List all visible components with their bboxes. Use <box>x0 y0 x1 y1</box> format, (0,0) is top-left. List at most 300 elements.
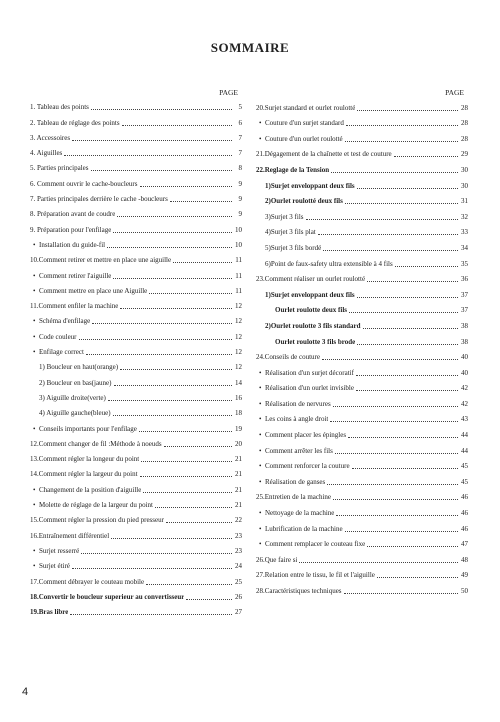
toc-entry-label <box>256 291 355 300</box>
toc-entry-label <box>266 338 355 347</box>
toc-entry-label <box>256 135 343 144</box>
dot-leader <box>114 385 233 386</box>
dot-leader <box>395 266 458 267</box>
toc-entry <box>256 347 468 363</box>
toc-right-list <box>256 97 468 596</box>
toc-entry-label <box>30 501 153 510</box>
toc-entry-label <box>256 431 346 440</box>
dot-leader <box>166 522 232 523</box>
toc-entry-label <box>30 210 115 219</box>
toc-entry-label <box>256 322 361 331</box>
toc-entry <box>256 502 468 518</box>
bullet-icon: • <box>259 540 262 549</box>
toc-entry-page: 42 <box>461 384 468 393</box>
dot-leader <box>336 515 458 516</box>
toc-entry-page: 38 <box>461 337 468 346</box>
bullet-icon: • <box>33 546 36 555</box>
toc-entry-text: Conseils importants pour l'enfilage <box>39 424 137 433</box>
dot-leader <box>331 172 458 173</box>
toc-entry-text: 2)Ourlet roulotté deux fils <box>265 197 343 206</box>
toc-entry-label <box>256 119 344 128</box>
dot-leader <box>363 328 458 329</box>
toc-entry-page: 46 <box>461 524 468 533</box>
dot-leader <box>140 476 232 477</box>
dot-leader <box>107 247 232 248</box>
toc-entry-label <box>30 608 68 617</box>
toc-entry-page: 20 <box>235 439 242 448</box>
toc-entry-text: Ourlet roulotte deux fils <box>275 306 348 315</box>
toc-entry-label <box>30 134 70 143</box>
toc-entry-page: 6 <box>238 118 242 127</box>
dot-leader <box>318 234 458 235</box>
dot-leader <box>306 219 459 220</box>
toc-entry-label <box>256 571 375 580</box>
dot-leader <box>348 437 458 438</box>
toc-entry-label <box>256 587 342 596</box>
toc-entry-text: Comment placer les épingles <box>265 431 347 440</box>
toc-entry-text: 8. Préparation avant de coudre <box>30 210 116 219</box>
dot-leader <box>356 390 458 391</box>
toc-entry-label <box>30 272 111 281</box>
toc-entry-text: 26.Que faire si <box>256 555 298 564</box>
toc-entry-page: 40 <box>461 353 468 362</box>
toc-entry-text: 23.Comment réaliser un ourlet roulotté <box>256 275 366 284</box>
toc-entry-text: Comment arrêter les fils <box>265 446 333 455</box>
toc-entry <box>30 587 242 602</box>
bullet-icon: • <box>259 431 262 440</box>
toc-entry-label <box>30 532 109 541</box>
dot-leader <box>323 250 458 251</box>
toc-entry-page: 9 <box>238 195 242 204</box>
toc-entry-text: 22.Reglage de la Tension <box>256 165 330 174</box>
toc-entry-page: 23 <box>235 531 242 540</box>
toc-entry-label <box>30 241 105 250</box>
toc-entry-label <box>30 164 89 173</box>
toc-entry-label <box>256 540 365 549</box>
dot-leader <box>140 186 233 187</box>
toc-entry-page: 44 <box>461 431 468 440</box>
toc-entry-page: 32 <box>461 212 468 221</box>
bullet-icon: • <box>259 368 262 377</box>
toc-entry <box>30 418 242 433</box>
bullet-icon: • <box>33 332 36 341</box>
toc-entry-text: 24.Conseils de couture <box>256 353 320 362</box>
toc-entry-label <box>30 302 118 311</box>
dot-leader <box>345 531 458 532</box>
toc-entry <box>30 571 242 586</box>
dot-leader <box>173 262 232 263</box>
toc-entry <box>256 534 468 550</box>
toc-entry <box>30 128 242 143</box>
toc-entry-page: 12 <box>235 363 242 372</box>
toc-entry-label <box>256 384 354 393</box>
toc-entry-text: 3)Surjet 3 fils <box>265 212 304 221</box>
toc-entry-page: 38 <box>461 321 468 330</box>
toc-entry-page: 48 <box>461 555 468 564</box>
bullet-icon: • <box>259 119 262 128</box>
toc-entry-label <box>256 478 325 487</box>
toc-entry-page: 12 <box>235 332 242 341</box>
toc-entry-label <box>30 379 112 388</box>
toc-entry-text: 21.Dégagement de la chaînette et test de couture <box>256 150 392 159</box>
toc-entry <box>256 237 468 253</box>
toc-entry-page: 50 <box>461 587 468 595</box>
toc-entry <box>30 372 242 387</box>
toc-entry-text: Réalisation de nervures <box>265 399 331 408</box>
toc-entry <box>30 479 242 494</box>
toc-entry <box>30 311 242 326</box>
bullet-icon: • <box>259 399 262 408</box>
toc-entry <box>256 284 468 300</box>
bullet-icon: • <box>33 562 36 571</box>
toc-entry-text: Comment mettre en place une Aiguille <box>39 286 148 295</box>
dot-leader <box>367 281 458 282</box>
toc-entry-text: 5)Surjet 3 fils bordé <box>265 243 322 252</box>
toc-entry-label <box>256 369 354 378</box>
toc-entry <box>256 456 468 472</box>
toc-entry-page: 12 <box>235 348 242 357</box>
toc-entry-page: 7 <box>238 149 242 158</box>
toc-entry <box>30 449 242 464</box>
dot-leader <box>330 421 458 422</box>
toc-entry-label <box>256 166 329 175</box>
toc-entry <box>256 128 468 144</box>
toc-entry-page: 49 <box>461 571 468 580</box>
toc-entry-label <box>256 197 343 206</box>
toc-entry-page: 40 <box>461 368 468 377</box>
bullet-icon: • <box>33 348 36 357</box>
toc-entry-text: Changement de la position d'aiguille <box>39 485 142 494</box>
dot-leader <box>357 344 458 345</box>
dot-leader <box>79 339 232 340</box>
dot-leader <box>327 484 458 485</box>
toc-entry <box>256 440 468 456</box>
toc-entry-label <box>256 182 355 191</box>
dot-leader <box>356 375 458 376</box>
toc-entry-label <box>256 213 304 222</box>
toc-entry <box>256 175 468 191</box>
toc-entry-text: 16.Entraînement différentiel <box>30 531 110 540</box>
dot-leader <box>299 562 458 563</box>
dot-leader <box>377 577 458 578</box>
dot-leader <box>122 125 232 126</box>
toc-entry <box>256 424 468 440</box>
toc-entry-text: Comment remplacer le couteau fixe <box>265 540 366 549</box>
toc-entry-page: 14 <box>235 378 242 387</box>
toc-entry-page: 28 <box>461 103 468 112</box>
bullet-icon: • <box>259 509 262 518</box>
toc-entry <box>30 525 242 540</box>
toc-entry-label <box>30 562 70 571</box>
toc-entry-page: 22 <box>235 516 242 525</box>
bullet-icon: • <box>259 462 262 471</box>
dot-leader <box>333 406 458 407</box>
page-title: SOMMAIRE <box>210 40 290 55</box>
dot-leader <box>72 140 232 141</box>
page-column-label: PAGE <box>219 88 238 97</box>
bullet-icon: • <box>33 501 36 510</box>
toc-entry-page: 46 <box>461 509 468 518</box>
toc-entry-page: 21 <box>235 501 242 510</box>
toc-entry <box>30 189 242 204</box>
toc-entry-page: 9 <box>238 179 242 188</box>
toc-entry <box>256 222 468 238</box>
toc-entry-page: 44 <box>461 446 468 455</box>
toc-entry <box>30 388 242 403</box>
dot-leader <box>170 201 232 202</box>
toc-entry-page: 25 <box>235 577 242 586</box>
toc-entry-page: 33 <box>461 228 468 237</box>
toc-entry-label <box>266 306 347 315</box>
dot-leader <box>344 593 458 594</box>
dot-leader <box>164 446 232 447</box>
toc-entry-page: 28 <box>461 134 468 143</box>
toc-entry-text: 3) Aiguille droite(verte) <box>39 393 106 402</box>
toc-entry-label <box>30 486 141 495</box>
toc-entry-label <box>256 447 333 456</box>
dot-leader <box>81 553 232 554</box>
toc-entry-text: Comment renforcer la couture <box>265 462 350 471</box>
toc-entry-page: 26 <box>235 592 242 601</box>
dot-leader <box>72 568 232 569</box>
toc-entry-text: 1)Surjet enveloppant deux fils <box>265 181 355 190</box>
dot-leader <box>143 492 232 493</box>
toc-entry-label <box>30 119 120 128</box>
toc-entry <box>30 464 242 479</box>
bullet-icon: • <box>33 286 36 295</box>
toc-entry-label <box>30 425 137 434</box>
toc-entry-page: 47 <box>461 540 468 549</box>
toc-entry-text: 2)Ourlet roulotte 3 fils standard <box>265 321 361 330</box>
toc-entry <box>256 580 468 596</box>
toc-left-list <box>30 97 242 617</box>
toc-entry-text: Comment retirer l'aiguille <box>39 271 112 280</box>
toc-entry-page: 21 <box>235 470 242 479</box>
toc-entry-page: 11 <box>235 256 242 265</box>
dot-leader <box>345 203 458 204</box>
toc-entry-label <box>30 363 118 372</box>
toc-entry-label <box>256 228 316 237</box>
toc-entry <box>30 112 242 127</box>
dot-leader <box>111 538 232 539</box>
toc-entry <box>30 556 242 571</box>
toc-entry-page: 21 <box>235 485 242 494</box>
bullet-icon: • <box>259 134 262 143</box>
dot-leader <box>92 323 232 324</box>
toc-entry-label <box>30 455 139 464</box>
dot-leader <box>113 232 232 233</box>
toc-entry-label <box>30 333 77 342</box>
toc-entry-text: Réalisation d'un ourlet invisible <box>265 384 354 393</box>
toc-entry-label <box>256 400 331 409</box>
toc-entry-label <box>256 462 350 471</box>
toc-entry-label <box>256 353 320 362</box>
toc-entry-text: 5. Parties principales <box>30 164 89 173</box>
toc-entry-text: Code couleur <box>39 332 77 341</box>
dot-leader <box>394 156 458 157</box>
toc-entry <box>256 565 468 581</box>
toc-entry <box>30 342 242 357</box>
toc-entry-label <box>30 317 90 326</box>
toc-entry-text: 12.Comment changer de fil :Méthode à noeuds <box>30 439 162 448</box>
toc-entry-text: 11.Comment enfiler la machine <box>30 302 119 311</box>
toc-entry-text: 1) Boucleur en haut(orange) <box>39 363 119 372</box>
dot-leader <box>333 499 458 500</box>
toc-entry <box>256 409 468 425</box>
toc-entry <box>256 362 468 378</box>
toc-entry-page: 37 <box>461 290 468 299</box>
toc-entry-label <box>256 104 355 113</box>
toc-entry-text: 25.Entretien de la machine <box>256 493 332 502</box>
toc-entry <box>30 281 242 296</box>
dot-leader <box>91 170 232 171</box>
toc-entry-label <box>256 556 297 565</box>
toc-entry-text: 4) Aiguille gauche(bleue) <box>39 409 111 418</box>
toc-entry-text: 2. Tableau de réglage des points <box>30 118 120 127</box>
toc-entry <box>256 487 468 503</box>
toc-entry-label <box>30 593 184 602</box>
toc-entry-text: 18.Convertir le boucleur superieur au convertisseur <box>30 592 185 601</box>
toc-entry <box>256 269 468 285</box>
dot-leader <box>345 141 458 142</box>
dot-leader <box>117 216 232 217</box>
toc-entry <box>30 173 242 188</box>
bullet-icon: • <box>33 424 36 433</box>
toc-entry-text: 20.Surjet standard et ourlet roulotté <box>256 103 356 112</box>
toc-entry-text: 10.Comment retirer et mettre en place une aiguille <box>30 256 172 265</box>
toc-entry-text: Schéma d'enfilage <box>39 317 91 326</box>
toc-entry <box>30 204 242 219</box>
toc-entry-label <box>256 493 331 502</box>
dot-leader <box>70 614 232 615</box>
toc-entry-page: 37 <box>461 306 468 315</box>
toc-left-column <box>30 88 242 617</box>
toc-entry-text: 27.Relation entre le tissu, le fil et l'aiguille <box>256 571 375 580</box>
toc-entry-label <box>256 525 343 534</box>
toc-entry-page: 8 <box>238 164 242 173</box>
toc-entry-label <box>30 470 138 479</box>
toc-entry <box>256 315 468 331</box>
dot-leader <box>357 110 458 111</box>
dot-leader <box>86 354 232 355</box>
toc-entry-text: 1)Surjet enveloppant deux fils <box>265 290 355 299</box>
toc-entry-text: 19.Bras libre <box>30 608 69 617</box>
toc-entry-page: 10 <box>235 225 242 234</box>
toc-entry-page: 18 <box>235 409 242 418</box>
toc-entry-page: 12 <box>235 302 242 311</box>
toc-entry-text: 13.Comment régler la longeur du point <box>30 455 140 464</box>
toc-entry-text: 7. Parties principales derrière le cache -boucleurs <box>30 195 168 204</box>
dot-leader <box>149 293 232 294</box>
toc-entry-label <box>30 547 79 556</box>
toc-entry-text: Enfilage correct <box>39 348 84 357</box>
toc-entry <box>30 250 242 265</box>
toc-entry-page: 27 <box>235 608 242 617</box>
toc-entry <box>256 331 468 347</box>
toc-entry-page: 30 <box>461 165 468 174</box>
toc-entry <box>256 206 468 222</box>
toc-entry-text: 2) Boucleur en bas(jaune) <box>39 378 112 387</box>
toc-entry <box>30 143 242 158</box>
toc-entry-label <box>30 348 84 357</box>
toc-entry-text: 3. Accessoires <box>30 133 71 142</box>
toc-entry <box>256 518 468 534</box>
toc-entry <box>30 219 242 234</box>
toc-entry-page: 30 <box>461 181 468 190</box>
toc-entry-page: 45 <box>461 462 468 471</box>
toc-entry-text: Les coins à angle droit <box>265 415 329 424</box>
dot-leader <box>322 359 458 360</box>
toc-entry-page: 28 <box>461 119 468 128</box>
dot-leader <box>120 369 232 370</box>
toc-entry <box>30 495 242 510</box>
toc-entry-label <box>256 509 334 518</box>
toc-entry-label <box>30 409 111 418</box>
toc-entry-page: 43 <box>461 415 468 424</box>
dot-leader <box>346 125 458 126</box>
toc-entry-text: Réalisation de ganses <box>265 477 326 486</box>
toc-entry-text: Lubrification de la machine <box>265 524 343 533</box>
toc-entry-page: 23 <box>235 546 242 555</box>
toc-entry-text: Couture d'un surjet standard <box>265 119 344 128</box>
toc-entry-text: Molette de réglage de la largeur du point <box>39 501 153 510</box>
toc-entry-text: 6)Point de faux-safety ultra extensible à 4 fils <box>265 259 393 268</box>
dot-leader <box>64 155 232 156</box>
toc-entry-text: Nettoyage de la machine <box>265 509 335 518</box>
toc-entry-page: 16 <box>235 393 242 402</box>
toc-entry <box>30 265 242 280</box>
toc-entry <box>256 253 468 269</box>
toc-entry-label <box>256 150 392 159</box>
toc-entry <box>256 300 468 316</box>
toc-entry-page: 7 <box>238 133 242 142</box>
toc-entry <box>30 158 242 173</box>
toc-entry-label <box>30 103 89 112</box>
toc-entry <box>30 434 242 449</box>
bullet-icon: • <box>259 384 262 393</box>
toc-entry <box>30 510 242 525</box>
bullet-icon: • <box>259 446 262 455</box>
toc-entry-text: 14.Comment régler la largeur du point <box>30 470 138 479</box>
bullet-icon: • <box>259 477 262 486</box>
toc-entry <box>30 403 242 418</box>
toc-entry-label <box>30 256 171 265</box>
dot-leader <box>139 431 232 432</box>
toc-entry-page: 12 <box>235 317 242 326</box>
toc-entry-label <box>30 394 106 403</box>
toc-entry-page: 34 <box>461 243 468 252</box>
toc-entry <box>30 602 242 617</box>
toc-entry-text: 15.Comment régler la pression du pied presseur <box>30 516 164 525</box>
toc-entry-text: Couture d'un ourlet roulotté <box>265 134 343 143</box>
toc-entry-page: 19 <box>235 424 242 433</box>
toc-entry-page: 10 <box>235 240 242 249</box>
toc-entry-label <box>30 149 62 158</box>
toc-entry-page: 31 <box>461 197 468 206</box>
dot-leader <box>186 599 232 600</box>
toc-entry <box>30 97 242 112</box>
toc-entry-page: 29 <box>461 150 468 159</box>
toc-entry-label <box>256 275 365 284</box>
toc-entry <box>30 235 242 250</box>
toc-entry-page: 46 <box>461 493 468 502</box>
bullet-icon: • <box>33 240 36 249</box>
toc-entry-text: Ourlet roulotte 3 fils brode <box>275 337 356 346</box>
bullet-icon: • <box>259 524 262 533</box>
toc-entry-page: 36 <box>461 275 468 284</box>
bullet-icon: • <box>33 485 36 494</box>
toc-entry-text: Réalisation d'un surjet décoratif <box>265 368 354 377</box>
